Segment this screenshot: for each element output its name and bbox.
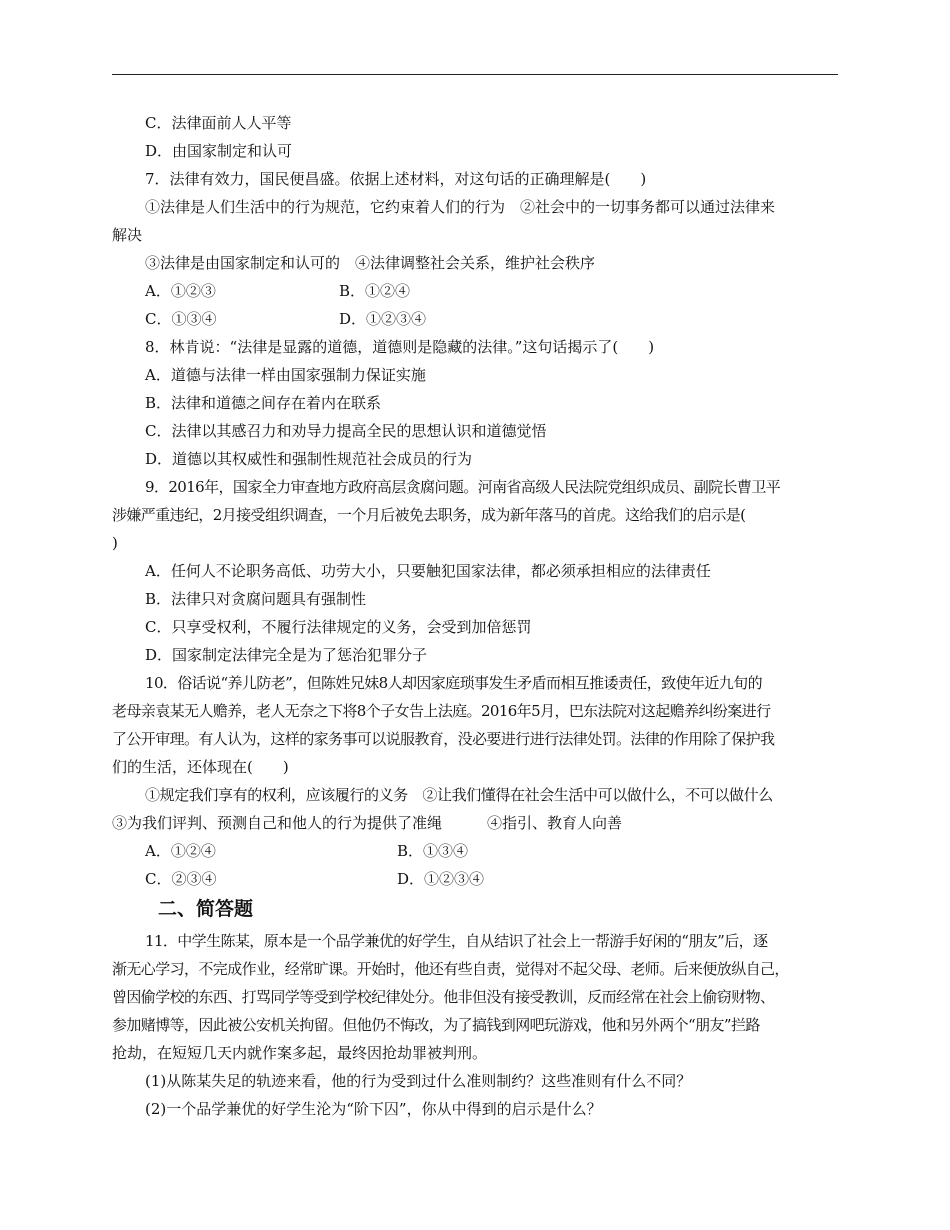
option-10a: A．①②④ (145, 842, 216, 860)
section-heading-2: 二、简答题 (158, 898, 254, 920)
option-7a: A．①②③ (145, 282, 216, 300)
option-10b: B．①③④ (397, 842, 469, 860)
option-8c: C．法律以其感召力和劝导力提高全民的思想认识和道德觉悟 (145, 422, 547, 440)
option-7c: C．①③④ (145, 310, 217, 328)
option-10d: D．①②③④ (397, 870, 485, 888)
q10-statement-1: ①规定我们享有的权利，应该履行的义务 ②让我们懂得在社会生活中可以做什么，不可以做什么 (145, 786, 773, 804)
header-rule (112, 74, 838, 75)
q10-statement-2: ③为我们评判、预测自己和他人的行为提供了准绳 ④指引、教育人向善 (112, 814, 623, 832)
question-9-line-1: 9．2016年，国家全力审查地方政府高层贪腐问题。河南省高级人民法院党组织成员、副院长曹卫平 (145, 478, 781, 496)
question-8: 8．林肯说：“法律是显露的道德，道德则是隐藏的法律。”这句话揭示了( ) (145, 338, 655, 356)
option-6c: C．法律面前人人平等 (145, 114, 292, 132)
q10-options-row-1 (145, 841, 875, 861)
option-9d: D．国家制定法律完全是为了惩治犯罪分子 (145, 646, 428, 664)
question-11-line-2: 渐无心学习，不完成作业，经常旷课。开始时，他还有些自责，觉得对不起父母、老师。后来便放纵自己， (112, 960, 789, 978)
q10-options-row-2 (145, 869, 875, 889)
question-11-line-5: 抢劫，在短短几天内就作案多起，最终因抢劫罪被判刑。 (112, 1044, 488, 1062)
question-11-line-1: 11．中学生陈某，原本是一个品学兼优的好学生，自从结识了社会上一帮游手好闲的“朋友”后，逐 (145, 932, 768, 950)
question-11-line-4: 参加赌博等，因此被公安机关拘留。但他仍不悔改，为了搞钱到网吧玩游戏，他和另外两个“朋友”拦路 (112, 1016, 760, 1034)
option-6d: D．由国家制定和认可 (145, 142, 293, 160)
option-10c: C．②③④ (145, 870, 217, 888)
q11-part-2: (2)一个品学兼优的好学生沦为“阶下囚”，你从中得到的启示是什么？ (145, 1100, 602, 1118)
question-10-line-2: 老母亲袁某无人赡养，老人无奈之下将8个子女告上法庭。2016年5月，巴东法院对这起赡养纠纷案进行 (112, 702, 771, 720)
question-9-line-3: ) (112, 534, 118, 552)
option-8a: A．道德与法律一样由国家强制力保证实施 (145, 366, 426, 384)
question-11-line-3: 曾因偷学校的东西、打骂同学等受到学校纪律处分。他非但没有接受教训，反而经常在社会上偷窃财物、 (112, 988, 775, 1006)
q7-statement-2: ③法律是由国家制定和认可的 ④法律调整社会关系，维护社会秩序 (145, 254, 596, 272)
question-9-line-2: 涉嫌严重违纪，2月接受组织调查，一个月后被免去职务，成为新年落马的首虎。这给我们的启示是( (112, 506, 746, 524)
question-10-line-1: 10．俗话说“养儿防老”，但陈姓兄妹8人却因家庭琐事发生矛盾而相互推诿责任，致使年近九旬的 (145, 674, 762, 692)
option-9a: A．任何人不论职务高低、功劳大小，只要触犯国家法律，都必须承担相应的法律责任 (145, 562, 711, 580)
question-10-line-3: 了公开审理。有人认为，这样的家务事可以说服教育，没必要进行进行法律处罚。法律的作用除了保护我 (112, 730, 775, 748)
option-7d: D．①②③④ (339, 310, 427, 328)
option-7b: B．①②④ (339, 282, 411, 300)
option-9c: C．只享受权利，不履行法律规定的义务，会受到加倍惩罚 (145, 618, 532, 636)
q7-statement-1: ①法律是人们生活中的行为规范，它约束着人们的行为 ②社会中的一切事务都可以通过法律来 (145, 198, 776, 216)
q7-statement-1-cont: 解决 (112, 226, 143, 244)
option-8d: D．道德以其权威性和强制性规范社会成员的行为 (145, 450, 473, 468)
q11-part-1: (1)从陈某失足的轨迹来看，他的行为受到过什么准则制约？这些准则有什么不同？ (145, 1072, 692, 1090)
option-8b: B．法律和道德之间存在着内在联系 (145, 394, 382, 412)
question-10-line-4: 们的生活，还体现在( ) (112, 758, 289, 776)
option-9b: B．法律只对贪腐问题具有强制性 (145, 590, 367, 608)
q7-options-row-2 (145, 309, 875, 329)
q7-options-row-1 (145, 281, 875, 301)
question-7: 7．法律有效力，国民便昌盛。依据上述材料，对这句话的正确理解是( ) (145, 170, 647, 188)
